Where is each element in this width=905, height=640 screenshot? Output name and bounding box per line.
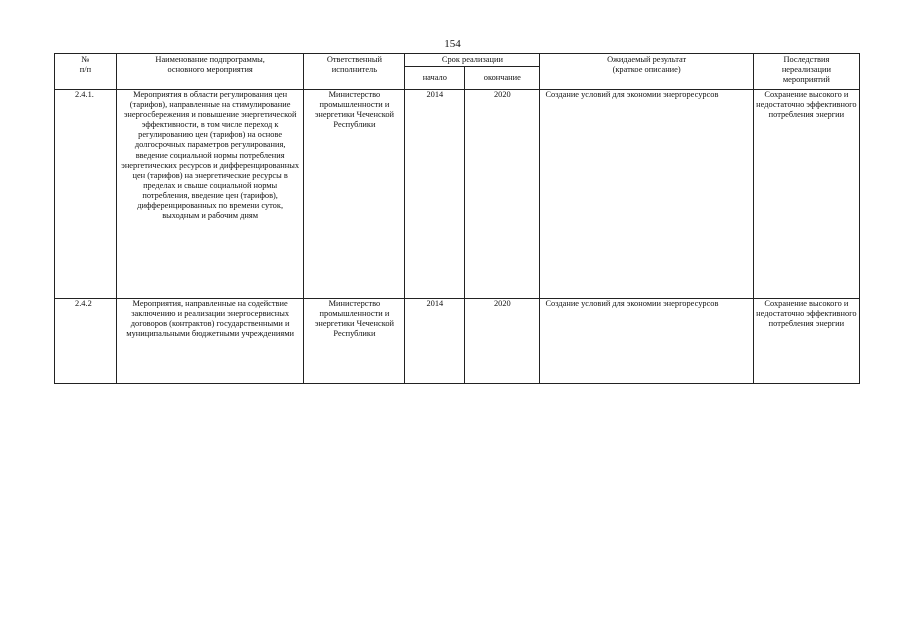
table-row [55,299,860,384]
header-result: Ожидаемый результат (краткое описание) [540,54,753,90]
program-table [54,53,860,384]
header-name: Наименование подпрограммы, основного мероприятия [116,54,304,90]
row-consequences: Сохранение высокого и недостаточно эффективного потребления энергии [753,90,859,299]
header-end: окончание [465,67,540,90]
row-end: 2020 [465,299,540,384]
header-period: Срок реализации [405,54,540,67]
row-name: Мероприятия в области регулирования цен (тарифов), направленные на стимулирование энергосбережения и повышение энергетической эффективности, в том числе переход к регулированию цен (тарифов) на основе долгосрочных параметров регулирования, введение социальной нормы потребления энергетических ресурсов и дифференцированных цен (тарифов) на энергетические ресурсы в пределах и свыше социальной нормы потребления, введение цен (тарифов), дифференцированных по времени суток, выходным и рабочим дням [116,90,304,299]
row-name: Мероприятия, направленные на содействие заключению и реализации энергосервисных договоров (контрактов) государственными и муниципальными бюджетными учреждениями [116,299,304,384]
row-responsible: Министерство промышленности и энергетики Чеченской Республики [304,90,405,299]
row-num: 2.4.2 [55,299,117,384]
header-row [55,54,860,67]
row-responsible: Министерство промышленности и энергетики Чеченской Республики [304,299,405,384]
row-num: 2.4.1. [55,90,117,299]
row-result: Создание условий для экономии энергоресурсов [540,299,753,384]
header-num: № п/п [55,54,117,90]
row-result: Создание условий для экономии энергоресурсов [540,90,753,299]
header-consequences: Последствия нереализации мероприятий [753,54,859,90]
row-start: 2014 [405,299,465,384]
page-number: 154 [444,38,461,50]
row-start: 2014 [405,90,465,299]
row-end: 2020 [465,90,540,299]
header-start: начало [405,67,465,90]
row-consequences: Сохранение высокого и недостаточно эффективного потребления энергии [753,299,859,384]
table-row [55,90,860,299]
header-responsible: Ответственный исполнитель [304,54,405,90]
